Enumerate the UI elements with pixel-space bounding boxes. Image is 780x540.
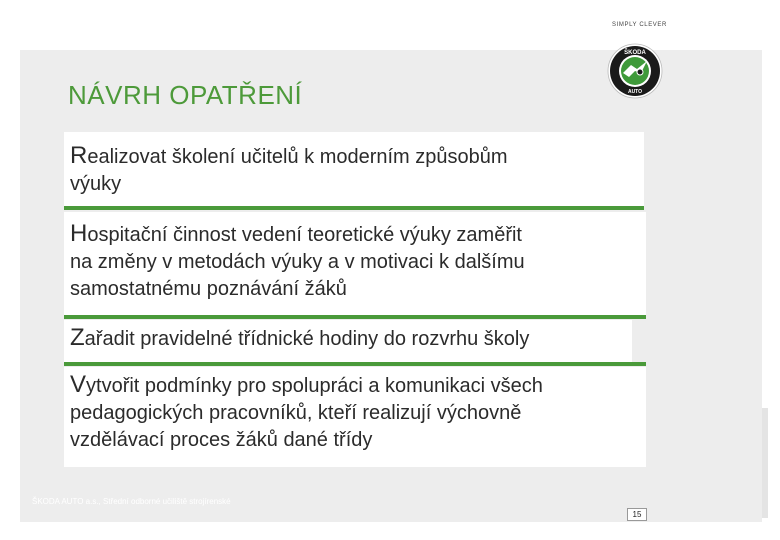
panel-edge bbox=[762, 408, 768, 518]
skoda-logo bbox=[607, 43, 663, 99]
item-text-line: na změny v metodách výuky a v motivaci k dalšímu bbox=[70, 251, 525, 273]
item-first-letter: V bbox=[70, 371, 87, 398]
item-text-line: ařadit pravidelné třídnické hodiny do rozvrhu školy bbox=[84, 328, 530, 350]
item-first-letter: H bbox=[70, 220, 88, 247]
item-text-line: vzdělávací proces žáků dané třídy bbox=[70, 429, 373, 451]
list-item bbox=[64, 212, 646, 315]
item-text-line: samostatnému poznávání žáků bbox=[70, 278, 347, 300]
separator bbox=[64, 206, 644, 210]
slide-title: NÁVRH OPATŘENÍ bbox=[68, 80, 303, 110]
item-first-letter: R bbox=[70, 142, 88, 169]
list-item bbox=[64, 320, 632, 362]
item-text-line: pedagogických pracovníků, kteří realizují výchovně bbox=[70, 402, 522, 424]
page-number: 15 bbox=[627, 508, 647, 521]
item-first-letter: Z bbox=[70, 324, 85, 351]
item-text-line: ospitační činnost vedení teoretické výuky zaměřit bbox=[87, 224, 522, 246]
logo-ring-text-bottom: AUTO bbox=[627, 89, 643, 95]
list-item bbox=[64, 132, 644, 206]
separator bbox=[64, 362, 646, 366]
item-text-line: výuky bbox=[70, 173, 122, 195]
item-text-line: ealizovat školení učitelů k moderním způsobům bbox=[87, 146, 508, 168]
tagline: SIMPLY CLEVER bbox=[612, 22, 667, 28]
item-text-line: ytvořit podmínky pro spolupráci a komunikaci všech bbox=[86, 375, 543, 397]
list-item bbox=[64, 367, 646, 467]
logo-ring-text-top: ŠKODA bbox=[624, 50, 646, 56]
separator bbox=[64, 315, 646, 319]
footer-company: ŠKODA AUTO a.s., Střední odborné učiliště strojírenské bbox=[32, 497, 231, 506]
